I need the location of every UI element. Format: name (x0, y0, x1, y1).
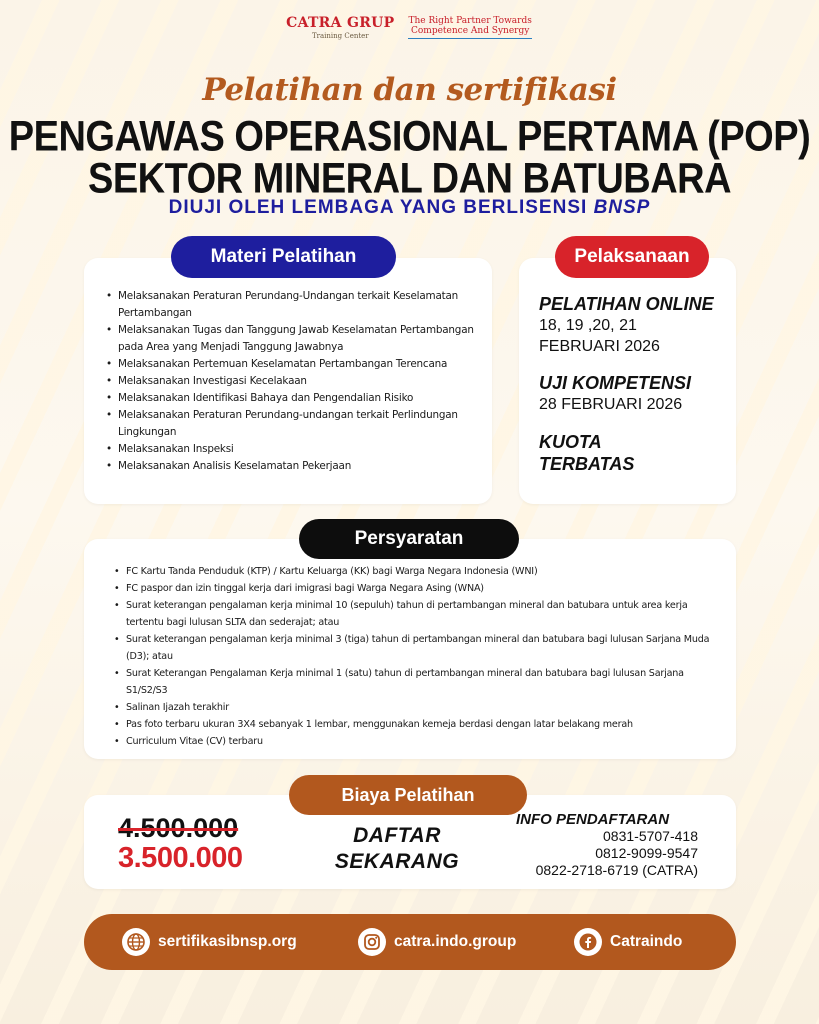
online-heading: PELATIHAN ONLINE (539, 294, 714, 314)
instagram-link[interactable] (358, 928, 516, 956)
phone-2[interactable]: 0812-9099-9547 (595, 845, 698, 861)
website-link[interactable] (122, 928, 297, 956)
list-item: • Melaksanakan Peraturan Perundang-undangan terkait Perlindungan Lingkungan (104, 407, 474, 441)
persyaratan-list (112, 563, 722, 750)
list-item: • Curriculum Vitae (CV) terbaru (112, 733, 722, 750)
logo-tagline-line1: The Right Partner Towards (408, 15, 532, 26)
cta-line2: SEKARANG (334, 850, 460, 873)
list-item: • Surat keterangan pengalaman kerja minimal 10 (sepuluh) tahun di pertambangan mineral dan batubara untuk area kerja tertentu bagi lulusan SLTA dan sederajat; atau (112, 597, 722, 631)
facebook-link[interactable] (574, 928, 682, 956)
list-item: • Surat Keterangan Pengalaman Kerja minimal 1 (satu) tahun di pertambangan mineral dan batubara bagi lulusan Sarjana S1/S2/S3 (112, 665, 722, 699)
info-pendaftaran (516, 811, 698, 879)
pelaksanaan-content (539, 294, 729, 475)
persyaratan-label-pill (299, 519, 519, 559)
info-heading: INFO PENDAFTARAN (516, 811, 670, 828)
price-block (118, 813, 243, 875)
materi-card (84, 258, 492, 504)
list-item: • Melaksanakan Inspeksi (104, 441, 474, 458)
uji-heading: UJI KOMPETENSI (539, 373, 692, 393)
logo-subtitle: Training Center (311, 32, 369, 40)
catra-logo (276, 6, 542, 50)
list-item: • Salinan Ijazah terakhir (112, 699, 722, 716)
old-price: 4.500.000 (118, 813, 239, 843)
facebook-icon (574, 928, 602, 956)
list-item: • FC paspor dan izin tinggal kerja dari imigrasi bagi Warga Negara Asing (WNA) (112, 580, 722, 597)
globe-icon (122, 928, 150, 956)
pelaksanaan-label-pill (555, 236, 709, 278)
materi-label: Materi Pelatihan (210, 246, 357, 267)
biaya-label-pill (289, 775, 527, 815)
list-item: • Melaksanakan Peraturan Perundang-Undangan terkait Keselamatan Pertambangan (104, 288, 474, 322)
kuota-line1: KUOTA (539, 432, 602, 452)
phone-3[interactable]: 0822-2718-6719 (CATRA) (535, 862, 698, 878)
cta-line1: DAFTAR (353, 824, 441, 847)
list-item: • Surat keterangan pengalaman kerja minimal 3 (tiga) tahun di pertambangan mineral dan batubara bagi lulusan Sarjana Muda (D3); atau (112, 631, 722, 665)
facebook-text: Catraindo (610, 933, 683, 950)
instagram-icon (358, 928, 386, 956)
list-item: • FC Kartu Tanda Penduduk (KTP) / Kartu Keluarga (KK) bagi Warga Negara Indonesia (WNI) (112, 563, 722, 580)
biaya-label: Biaya Pelatihan (341, 784, 475, 805)
daftar-sekarang (302, 823, 492, 875)
online-dates: 18, 19 ,20, 21 (539, 317, 637, 334)
instagram-text: catra.indo.group (394, 933, 517, 950)
bnsp-subtitle (0, 197, 819, 219)
persyaratan-label: Persyaratan (354, 528, 464, 549)
logo-name: CATRA GRUP (286, 15, 395, 31)
list-item: • Melaksanakan Investigasi Kecelakaan (104, 373, 474, 390)
kuota-line2: TERBATAS (539, 454, 635, 474)
bnsp-subtitle-text: DIUJI OLEH LEMBAGA YANG BERLISENSI (168, 197, 588, 218)
pelaksanaan-card (519, 258, 736, 504)
website-text: sertifikasibnsp.org (158, 933, 297, 950)
list-item: • Melaksanakan Analisis Keselamatan Pekerjaan (104, 458, 474, 475)
persyaratan-card (84, 539, 736, 759)
main-title-line1: PENGAWAS OPERASIONAL PERTAMA (POP) (8, 113, 811, 161)
online-month: FEBRUARI 2026 (539, 338, 660, 355)
list-item: • Melaksanakan Tugas dan Tanggung Jawab Keselamatan Pertambangan pada Area yang Menjadi Tanggung Jawabnya (104, 322, 474, 356)
list-item: • Melaksanakan Identifikasi Bahaya dan Pengendalian Risiko (104, 390, 474, 407)
phone-1[interactable]: 0831-5707-418 (603, 828, 698, 844)
bnsp-emph: BNSP (593, 197, 651, 218)
pelaksanaan-label: Pelaksanaan (574, 246, 690, 267)
uji-date: 28 FEBRUARI 2026 (539, 396, 683, 413)
list-item: • Melaksanakan Pertemuan Keselamatan Pertambangan Terencana (104, 356, 474, 373)
main-title-line2: SEKTOR MINERAL DAN BATUBARA (87, 155, 732, 203)
new-price: 3.500.000 (118, 842, 243, 874)
footer-bar (84, 914, 736, 970)
script-title: Pelatihan dan sertifikasi (202, 72, 617, 108)
materi-list (104, 288, 474, 475)
logo-tagline-line2: Competence And Synergy (411, 25, 530, 36)
materi-label-pill (171, 236, 396, 278)
list-item: • Pas foto terbaru ukuran 3X4 sebanyak 1 lembar, menggunakan kemeja berdasi dengan latar belakang merah (112, 716, 722, 733)
logo-wordmark (286, 16, 394, 40)
logo-tagline (408, 17, 531, 40)
